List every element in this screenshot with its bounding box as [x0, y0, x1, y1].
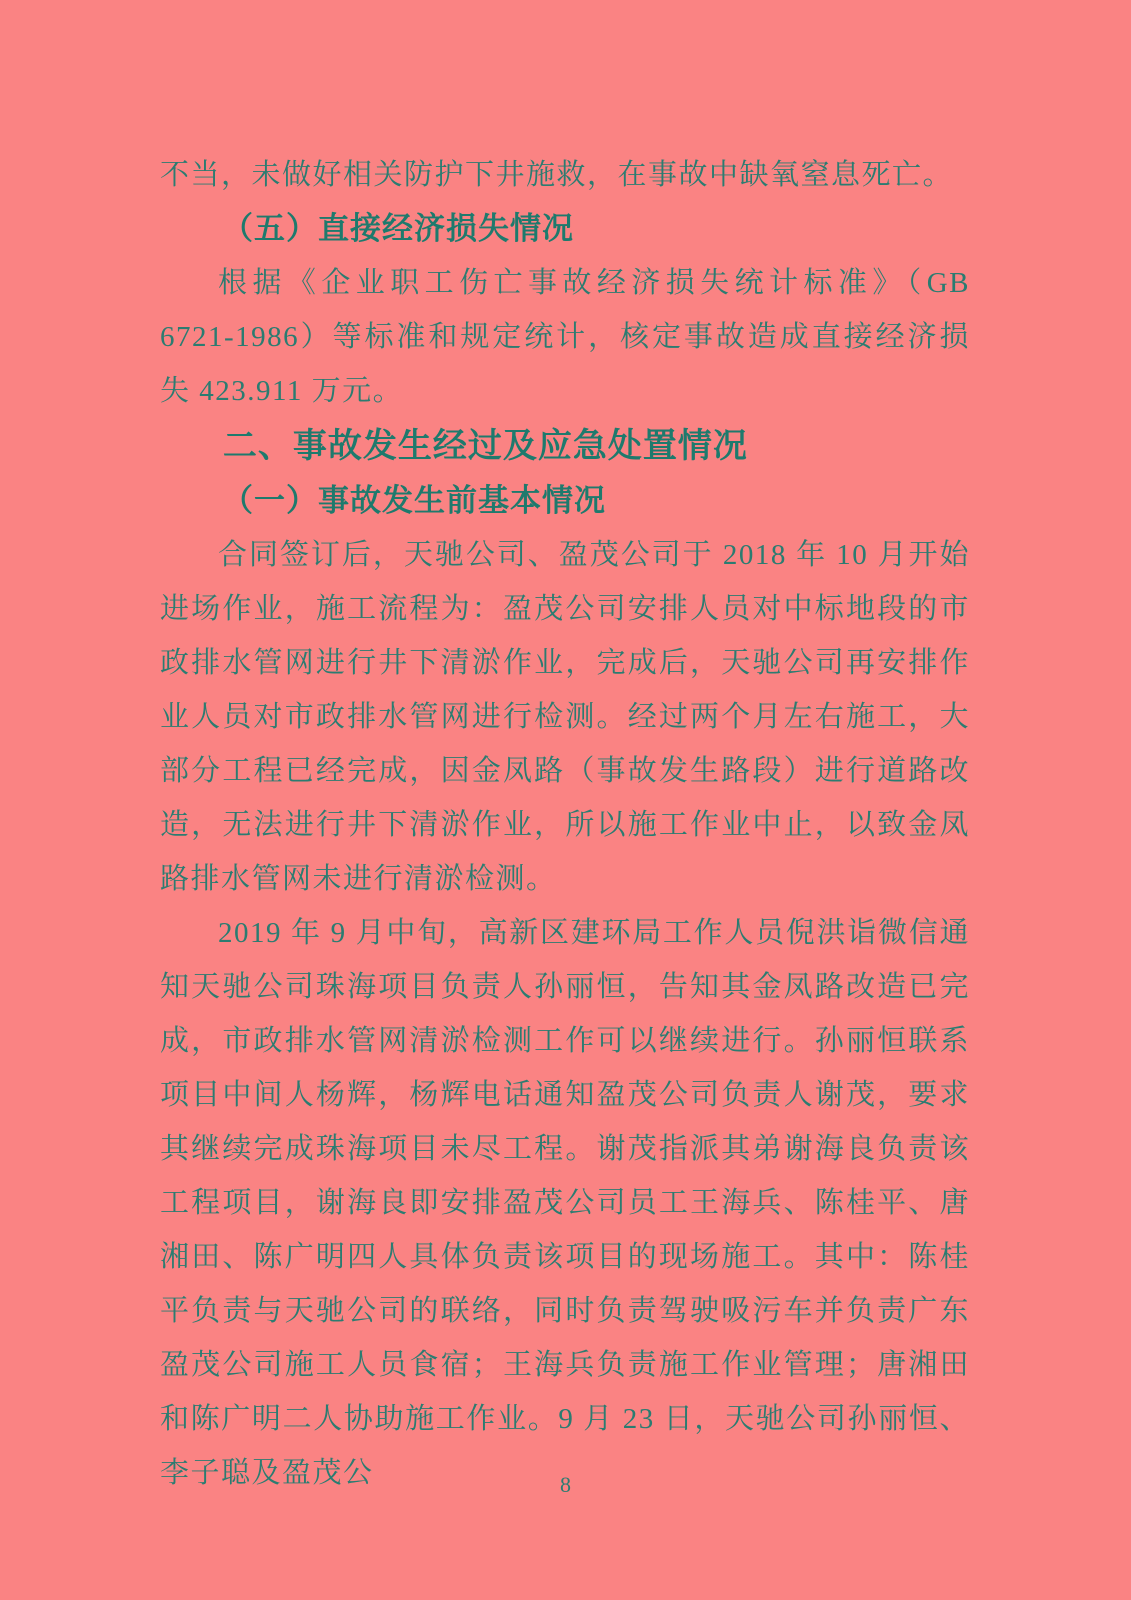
paragraph-economic-loss: 根据《企业职工伤亡事故经济损失统计标准》（GB 6721-1986）等标准和规定统计，核定事故造成直接经济损失 423.911 万元。 [160, 267, 970, 407]
document-body [160, 148, 970, 1500]
paragraph-continuation: 不当，未做好相关防护下井施救，在事故中缺氧窒息死亡。 [160, 159, 954, 191]
paragraph-september-notice: 2019 年 9 月中旬，高新区建环局工作人员倪洪诣微信通知天驰公司珠海项目负责人孙丽恒，告知其金凤路改造已完成，市政排水管网清淤检测工作可以继续进行。孙丽恒联系项目中间人杨辉，杨辉电话通知盈茂公司负责人谢茂，要求其继续完成珠海项目未尽工程。谢茂指派其弟谢海良负责该工程项目，谢海良即安排盈茂公司员工王海兵、陈桂平、唐湘田、陈广明四人具体负责该项目的现场施工。其中：陈桂平负责与天驰公司的联络，同时负责驾驶吸污车并负责广东盈茂公司施工人员食宿；王海兵负责施工作业管理；唐湘田和陈广明二人协助施工作业。9 月 23 日，天驰公司孙丽恒、李子聪及盈茂公 [160, 917, 970, 1489]
section-heading-pre-accident: （一）事故发生前基本情况 [222, 483, 606, 518]
paragraph-contract-work: 合同签订后，天驰公司、盈茂公司于 2018 年 10 月开始进场作业，施工流程为：盈茂公司安排人员对中标地段的市政排水管网进行井下清淤作业，完成后，天驰公司再安排作业人员对市政排水管网进行检测。经过两个月左右施工，大部分工程已经完成，因金凤路（事故发生路段）进行道路改造，无法进行井下清淤作业，所以施工作业中止，以致金凤路排水管网未进行清淤检测。 [160, 539, 970, 895]
chapter-heading-accident-course: 二、事故发生经过及应急处置情况 [222, 427, 748, 465]
section-heading-economic-loss: （五）直接经济损失情况 [222, 211, 574, 246]
page-footer [0, 1472, 1131, 1498]
page-number: 8 [560, 1472, 571, 1497]
